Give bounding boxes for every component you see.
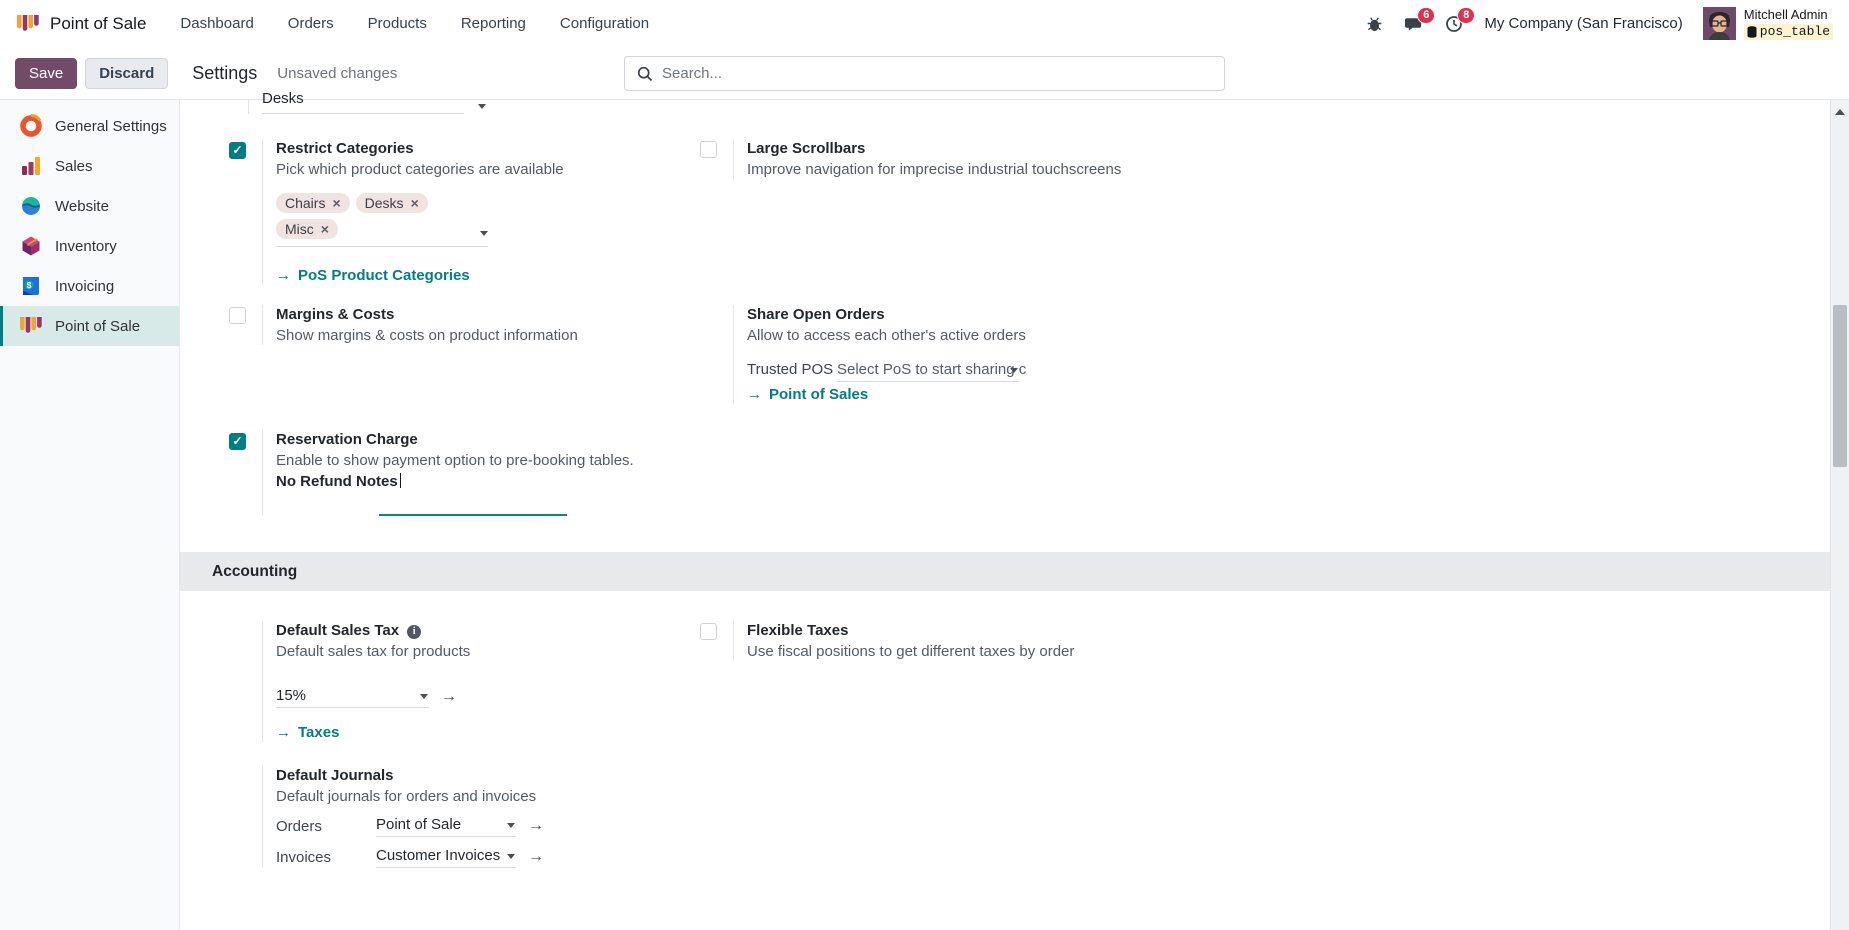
large-scrollbars-checkbox[interactable] <box>700 141 717 158</box>
sidebar-item-general-settings[interactable] <box>0 106 179 146</box>
setting-description: Default sales tax for products <box>276 643 471 660</box>
sidebar-item-point-of-sale[interactable] <box>0 306 179 346</box>
menu-configuration[interactable]: Configuration <box>559 15 650 32</box>
pos-categories-tags-field[interactable] <box>276 193 488 247</box>
setting-remnant-clipped <box>248 90 508 114</box>
remnant-dropdown-field[interactable] <box>262 90 464 114</box>
trusted-pos-label: Trusted POS <box>747 361 834 378</box>
taxes-link[interactable]: → Taxes <box>276 724 339 741</box>
chevron-down-icon <box>1010 368 1018 373</box>
sidebar-item-website[interactable] <box>0 186 179 226</box>
tag-desks: Desks × <box>356 193 428 213</box>
chevron-down-icon <box>507 823 515 828</box>
setting-label: Reservation Charge <box>276 431 418 448</box>
invoices-journal-label: Invoices <box>276 849 332 866</box>
remove-tag-icon[interactable] <box>321 222 329 236</box>
invoicing-app-icon <box>19 274 43 298</box>
setting-label: Default Journals <box>276 767 394 784</box>
setting-default-journals <box>229 766 700 868</box>
arrow-right-icon <box>276 724 291 741</box>
messages-icon[interactable] <box>1404 8 1430 34</box>
trusted-pos-dropdown[interactable]: Select PoS to start sharing c <box>837 361 1019 382</box>
reservation-charge-checkbox[interactable] <box>229 433 246 450</box>
tag-chairs: Chairs × <box>276 193 350 213</box>
setting-description: Default journals for orders and invoices <box>276 788 537 805</box>
unsaved-changes-status: Unsaved changes <box>277 64 398 82</box>
menu-orders[interactable]: Orders <box>287 15 334 32</box>
vertical-scrollbar[interactable] <box>1830 100 1849 930</box>
setting-description: Allow to access each other's active orders <box>747 327 1026 344</box>
remove-tag-icon[interactable] <box>332 196 340 210</box>
setting-label: Restrict Categories <box>276 140 414 157</box>
search-input[interactable] <box>662 65 1212 82</box>
app-menu-button[interactable] <box>16 12 146 36</box>
save-button[interactable]: Save <box>15 58 77 89</box>
setting-share-open-orders <box>700 305 1830 404</box>
internal-link-arrow-icon[interactable] <box>441 687 457 707</box>
pos-product-categories-link[interactable]: → PoS Product Categories <box>276 267 470 284</box>
sidebar-item-label: Sales <box>55 157 93 175</box>
scrollbar-thumb[interactable] <box>1833 305 1847 467</box>
activities-count-badge: 8 <box>1457 7 1475 24</box>
website-app-icon <box>19 194 43 218</box>
remnant-value: Desks <box>262 90 304 107</box>
setting-label: Large Scrollbars <box>747 140 866 157</box>
discard-button[interactable]: Discard <box>85 58 168 89</box>
setting-description: Pick which product categories are available <box>276 161 564 178</box>
setting-default-sales-tax <box>229 621 700 742</box>
database-name: pos_table <box>1759 23 1830 39</box>
setting-label: Flexible Taxes <box>747 622 849 639</box>
activities-clock-icon[interactable] <box>1444 8 1470 34</box>
sidebar-item-label: Invoicing <box>55 277 115 295</box>
sidebar-item-label: Website <box>55 197 109 215</box>
debug-bug-icon[interactable] <box>1364 14 1384 34</box>
svg-text:$: $ <box>26 279 32 290</box>
sidebar-item-sales[interactable] <box>0 146 179 186</box>
search-icon <box>637 66 653 82</box>
point-of-sales-link[interactable]: → Point of Sales <box>747 386 868 403</box>
section-header-accounting: Accounting <box>180 552 1830 591</box>
setting-description: Use fiscal positions to get different taxes by order <box>747 643 1075 660</box>
text-cursor <box>400 473 402 488</box>
orders-journal-dropdown[interactable]: Point of Sale <box>376 816 516 837</box>
orders-journal-label: Orders <box>276 818 322 835</box>
restrict-categories-checkbox[interactable] <box>229 142 246 159</box>
database-icon <box>1747 26 1757 38</box>
chevron-down-icon <box>478 104 486 109</box>
info-icon <box>407 625 421 639</box>
remove-tag-icon[interactable] <box>411 196 419 210</box>
setting-restrict-categories <box>229 139 700 285</box>
invoices-journal-dropdown[interactable]: Customer Invoices <box>376 847 516 868</box>
page-title: Settings <box>192 62 258 83</box>
sales-app-icon <box>19 154 43 178</box>
database-badge <box>1744 24 1833 40</box>
internal-link-arrow-icon[interactable] <box>528 847 544 867</box>
setting-large-scrollbars <box>700 139 1830 179</box>
menu-reporting[interactable]: Reporting <box>460 15 526 32</box>
inventory-app-icon <box>19 234 43 258</box>
setting-flexible-taxes <box>700 621 1830 661</box>
setting-description: Improve navigation for imprecise industrial touchscreens <box>747 161 1122 178</box>
app-name: Point of Sale <box>50 13 147 33</box>
sidebar-item-invoicing[interactable] <box>0 266 179 306</box>
menu-dashboard[interactable]: Dashboard <box>180 15 254 32</box>
general-settings-app-icon <box>19 114 43 138</box>
sidebar-item-label: Point of Sale <box>55 317 141 335</box>
arrow-right-icon <box>276 267 291 284</box>
top-navbar <box>0 0 1849 47</box>
sidebar-item-label: General Settings <box>55 117 167 135</box>
chevron-down-icon <box>480 231 488 236</box>
tag-misc: Misc × <box>276 219 338 239</box>
default-sales-tax-dropdown[interactable]: 15% <box>276 687 429 708</box>
chevron-down-icon <box>507 854 515 859</box>
setting-description: Enable to show payment option to pre-booking tables. <box>276 452 634 469</box>
user-avatar <box>1703 7 1736 40</box>
settings-content <box>180 90 1830 930</box>
setting-label: Margins & Costs <box>276 306 395 323</box>
messages-count-badge: 6 <box>1417 7 1435 24</box>
chevron-down-icon <box>420 694 428 699</box>
margins-costs-checkbox[interactable] <box>229 307 246 324</box>
setting-description: Show margins & costs on product information <box>276 327 578 344</box>
reservation-charge-input[interactable] <box>379 514 567 516</box>
search-bar[interactable] <box>624 56 1225 91</box>
internal-link-arrow-icon[interactable] <box>528 816 544 836</box>
flexible-taxes-checkbox[interactable] <box>700 623 717 640</box>
menu-products[interactable]: Products <box>367 15 427 32</box>
sidebar-item-label: Inventory <box>55 237 117 255</box>
no-refund-notes-text[interactable]: No Refund Notes <box>276 472 687 492</box>
setting-margins-costs <box>229 305 700 345</box>
setting-reservation-charge <box>229 430 1830 516</box>
arrow-right-icon <box>747 386 762 403</box>
point-of-sale-app-icon <box>19 314 43 338</box>
point-of-sale-logo-icon <box>16 12 40 36</box>
user-menu[interactable] <box>1703 7 1833 40</box>
settings-sidebar <box>0 100 180 930</box>
main-menu <box>180 15 649 32</box>
user-name: Mitchell Admin <box>1743 7 1828 23</box>
systray <box>1364 7 1833 40</box>
sidebar-item-inventory[interactable] <box>0 226 179 266</box>
company-switcher[interactable]: My Company (San Francisco) <box>1484 15 1683 32</box>
setting-label: Share Open Orders <box>747 306 885 323</box>
scrollbar-up-arrow[interactable] <box>1835 109 1845 115</box>
setting-label: Default Sales Taxi <box>276 621 700 640</box>
